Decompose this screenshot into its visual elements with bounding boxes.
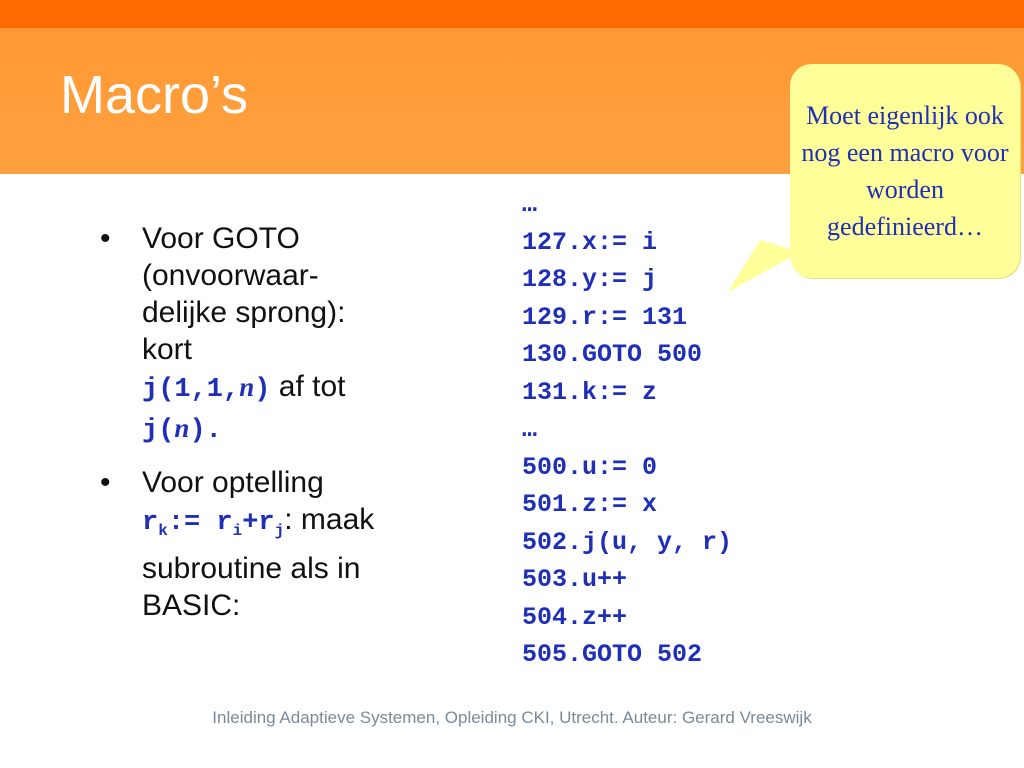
bullet-text: : maak subroutine als in BASIC: bbox=[142, 503, 375, 622]
callout-text: Moet eigenlijk ook nog een macro voor worden gedefinieerd… bbox=[801, 101, 1009, 241]
bullet-text: af tot bbox=[270, 370, 346, 403]
code-inline: j(1,1,n) bbox=[142, 372, 271, 405]
bullet-list bbox=[100, 220, 400, 638]
code-line: 127.x:= i bbox=[522, 227, 658, 257]
code-line: 503.u++ bbox=[522, 565, 628, 594]
code-line: 129.r:= 131 bbox=[522, 302, 688, 332]
code-line: 502.j(u, y, r) bbox=[522, 527, 733, 557]
code-line: 500.u:= 0 bbox=[522, 452, 658, 482]
code-line: … bbox=[522, 415, 538, 444]
code-line: 501.z:= x bbox=[522, 490, 658, 519]
slide-title: Macro’s bbox=[60, 65, 249, 125]
code-listing bbox=[522, 186, 732, 674]
bullet-text: Voor optelling bbox=[142, 466, 324, 499]
code-line: 504.z++ bbox=[522, 602, 628, 632]
code-line: … bbox=[522, 190, 538, 219]
bullet-dot: • bbox=[100, 222, 111, 255]
code-inline: $r_k:= r_i+r_j$ bbox=[142, 508, 285, 540]
speech-bubble-callout bbox=[790, 64, 1020, 278]
slide-footer: Inleiding Adaptieve Systemen, Opleiding CKI, Utrecht. Auteur: Gerard Vreeswijk bbox=[212, 708, 812, 727]
code-line: 505.GOTO 502 bbox=[522, 640, 703, 669]
bullet-text: Voor GOTO (onvoorwaar-delijke sprong): kort bbox=[142, 222, 346, 366]
bullet-goto bbox=[100, 220, 400, 450]
code-line: 131.k:= z bbox=[522, 377, 658, 407]
code-line: 128.y:= j bbox=[522, 265, 658, 294]
code-line: 130.GOTO 500 bbox=[522, 340, 703, 369]
bullet-addition bbox=[100, 464, 400, 624]
bullet-dot: • bbox=[100, 466, 111, 499]
top-accent-bar bbox=[0, 0, 1024, 28]
code-inline: j(n). bbox=[142, 413, 222, 446]
